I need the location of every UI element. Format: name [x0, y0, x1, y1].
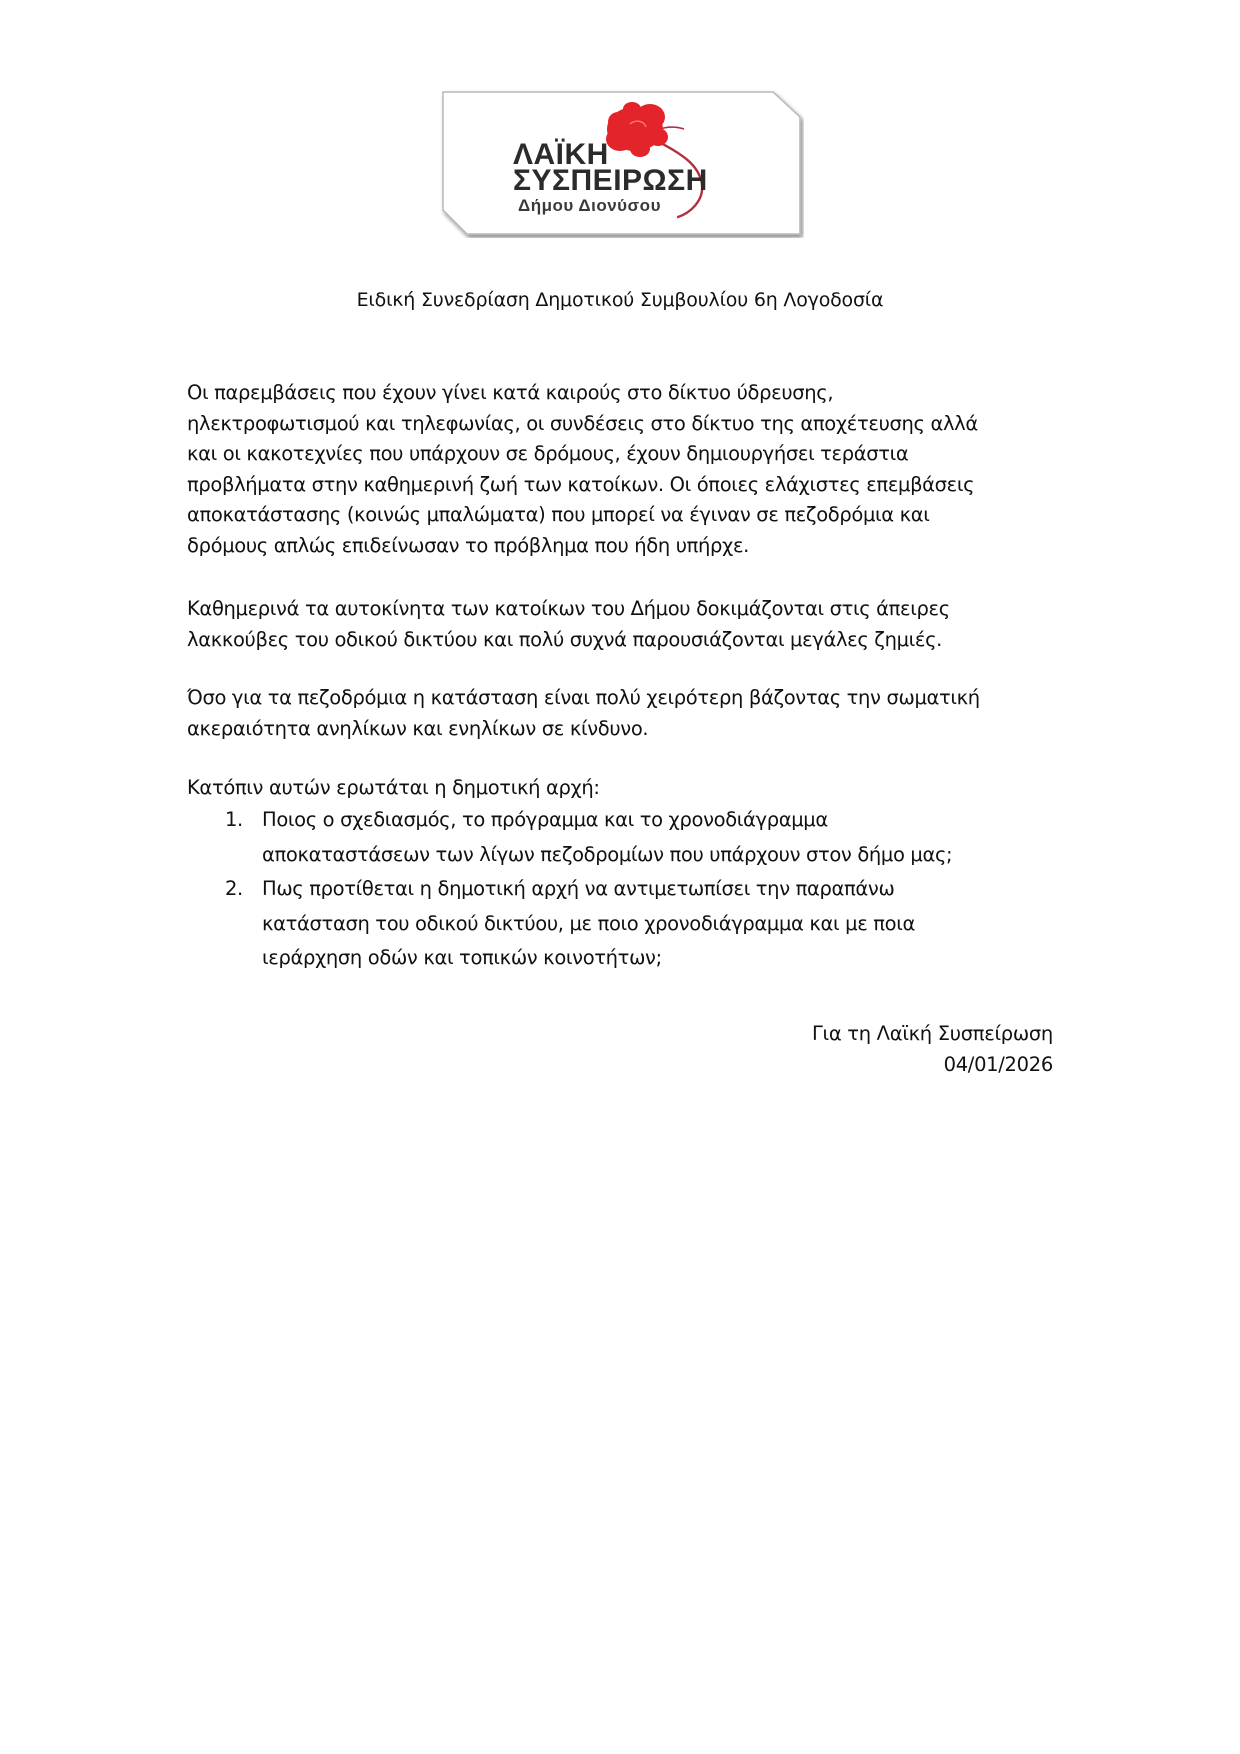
signature-line: Για τη Λαϊκή Συσπείρωση: [811, 1022, 1053, 1045]
questions-intro: [187, 773, 1067, 804]
question-line: κατάσταση του οδικού δικτύου, με ποιο χρονοδιάγραμμα και με ποια: [262, 911, 915, 935]
question-line: ιεράρχηση οδών και τοπικών κοινοτήτων;: [262, 946, 662, 969]
paragraph-line: ακεραιότητα ανηλίκων και ενηλίκων σε κίνδυνο.: [187, 716, 649, 740]
paragraph-3: [187, 683, 1067, 744]
question-number: 2.: [225, 877, 243, 900]
paragraph-line: και οι κακοτεχνίες που υπάρχουν σε δρόμους, έχουν δημιουργήσει τεράστια: [187, 442, 909, 465]
paragraph-line: αποκατάστασης (κοινώς μπαλώματα) που μπορεί να έγιναν σε πεζοδρόμια και: [187, 503, 930, 526]
paragraph-line: Καθημερινά τα αυτοκίνητα των κατοίκων του Δήμου δοκιμάζονται στις άπειρες: [187, 597, 950, 620]
document-title: Ειδική Συνεδρίαση Δημοτικού Συμβουλίου 6η Λογοδοσία: [356, 289, 884, 311]
paragraph-line: προβλήματα στην καθημερινή ζωή των κατοίκων. Οι όποιες ελάχιστες επεμβάσεις: [187, 472, 975, 496]
question-number: 1.: [225, 808, 243, 831]
logo-subtitle: Δήμου Διονύσου: [518, 196, 661, 215]
paragraph-line: ηλεκτροφωτισμού και τηλεφωνίας, οι συνδέσεις στο δίκτυο της αποχέτευσης αλλά: [187, 411, 978, 435]
signature-date: 04/01/2026: [943, 1053, 1053, 1076]
question-line: Πως προτίθεται η δημοτική αρχή να αντιμετωπίσει την παραπάνω: [262, 877, 895, 900]
paragraph-line: δρόμους απλώς επιδείνωσαν το πρόβλημα που ήδη υπήρχε.: [187, 533, 750, 557]
paragraph-line: Κατόπιν αυτών ερωτάται η δημοτική αρχή:: [187, 776, 600, 799]
paragraph-line: Όσο για τα πεζοδρόμια η κατάσταση είναι πολύ χειρότερη βάζοντας την σωματική: [187, 686, 980, 709]
question-item: [187, 872, 1067, 976]
party-logo: [440, 89, 804, 238]
question-item: [187, 803, 1067, 872]
paragraph-line: λακκούβες του οδικού δικτύου και πολύ συχνά παρουσιάζονται μεγάλες ζημιές.: [187, 627, 943, 651]
logo-title-line1: ΛΑΪΚΗ: [513, 138, 609, 171]
signature-block: [812, 1018, 1053, 1080]
paragraph-1: [187, 378, 1067, 561]
logo-title-line2: ΣΥΣΠΕΙΡΩΣΗ: [513, 164, 708, 197]
question-line: αποκαταστάσεων των λίγων πεζοδρομίων που υπάρχουν στον δήμο μας;: [262, 842, 953, 866]
paragraph-line: Οι παρεμβάσεις που έχουν γίνει κατά καιρούς στο δίκτυο ύδρευσης,: [187, 381, 834, 404]
question-line: Ποιος ο σχεδιασμός, το πρόγραμμα και το χρονοδιάγραμμα: [262, 808, 828, 831]
paragraph-2: [187, 594, 1067, 655]
questions-list: [187, 803, 1067, 976]
